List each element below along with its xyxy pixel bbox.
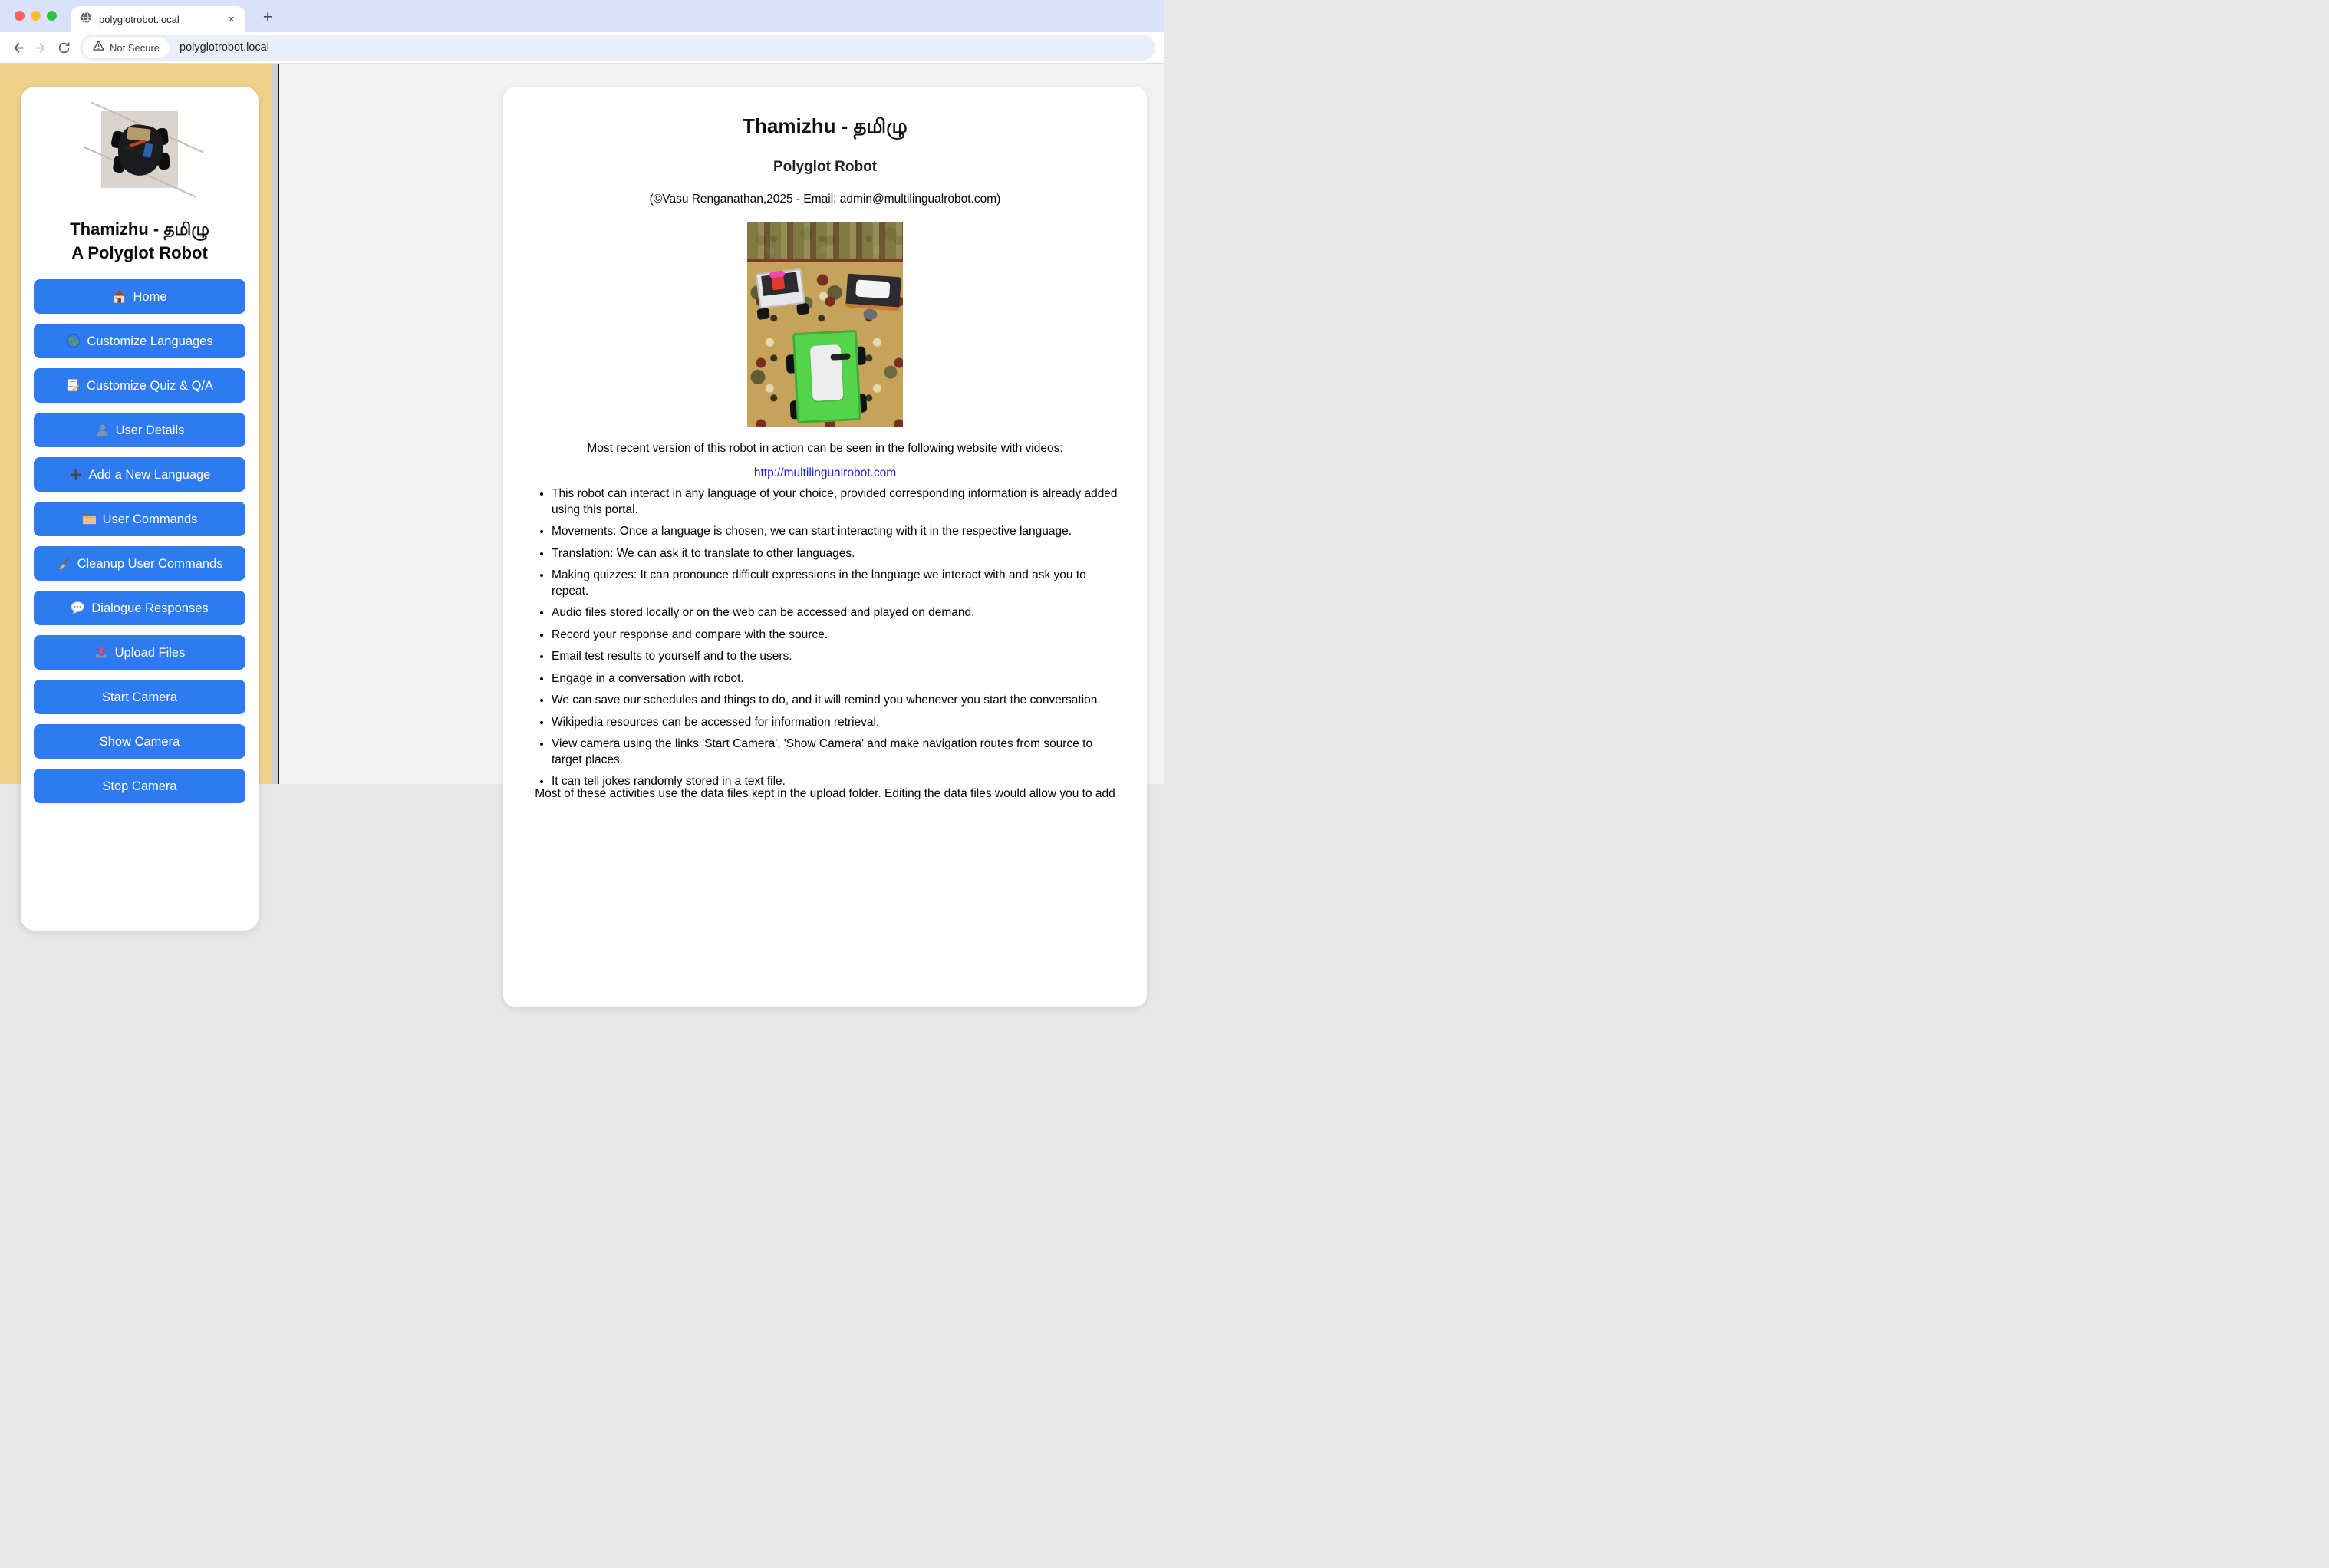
sidebar-button-cleanup-user-commands[interactable] (34, 546, 245, 581)
sidebar-button-user-commands[interactable] (34, 502, 245, 536)
copyright-byline: (©Vasu Renganathan,2025 - Email: admin@multilingualrobot.com) (649, 193, 1001, 206)
sidebar-button-dialogue-responses[interactable] (34, 591, 245, 625)
broom-icon (57, 556, 71, 571)
sidebar-buttons (34, 279, 245, 803)
sidebar (0, 64, 272, 793)
sidebar-button-upload-files[interactable] (34, 635, 245, 670)
sidebar-button-label: Customize Languages (87, 334, 213, 348)
sidebar-button-show-camera[interactable] (34, 724, 245, 759)
clipped-bottom-text: Most of these activities use the data files kept in the upload folder. Editing the data files would allow you to add (535, 786, 1115, 800)
page-subtitle: Polyglot Robot (772, 159, 878, 175)
sidebar-card (21, 87, 259, 931)
feature-list-item: • Translation: We can ask it to translate to other languages. (552, 546, 1124, 562)
feature-list-item: • Wikipedia resources can be accessed for information retrieval. (552, 715, 1124, 731)
new-tab-button[interactable]: + (262, 8, 273, 26)
folder-icon (82, 512, 97, 526)
speech-balloon-icon (71, 601, 85, 615)
sidebar-title-line2: A Polyglot Robot (71, 243, 208, 263)
intro-text: Most recent version of this robot in action can be seen in the following website with videos: (587, 442, 1063, 455)
feature-list-item: • View camera using the links 'Start Camera', 'Show Camera' and make navigation routes from source to target places. (552, 736, 1124, 768)
sidebar-button-home[interactable] (34, 279, 245, 314)
sidebar-button-label: User Commands (102, 512, 198, 526)
three-robot-cars-on-carpet-photo (747, 222, 903, 427)
sidebar-button-label: Cleanup User Commands (77, 556, 223, 571)
feature-list-item: • We can save our schedules and things to do, and it will remind you whenever you start the conversation. (552, 693, 1124, 709)
feature-list-item: • It can tell jokes randomly stored in a text file. (552, 774, 1124, 790)
address-bar[interactable] (80, 35, 1155, 61)
back-arrow-icon[interactable] (6, 36, 29, 59)
sidebar-button-start-camera[interactable] (34, 680, 245, 714)
tab-strip (0, 0, 1164, 32)
feature-list-item: • Record your response and compare with the source. (552, 628, 1124, 644)
feature-list-item: • Making quizzes: It can pronounce difficult expressions in the language we interact with and ask you to repeat. (552, 568, 1124, 599)
zoom-window-button[interactable] (47, 11, 57, 21)
sidebar-button-customize-languages[interactable] (34, 324, 245, 358)
plus-dark-icon (69, 468, 83, 482)
security-chip[interactable] (83, 37, 170, 58)
globe-icon (66, 334, 81, 348)
sidebar-button-stop-camera[interactable] (34, 769, 245, 803)
forward-arrow-icon[interactable] (29, 36, 52, 59)
website-link[interactable]: http://multilingualrobot.com (753, 466, 897, 479)
sidebar-button-label: Add a New Language (88, 467, 211, 482)
sidebar-button-label: Start Camera (101, 690, 178, 704)
minimize-window-button[interactable] (31, 11, 41, 21)
page-viewport (0, 64, 1164, 800)
home-icon (112, 289, 127, 304)
sidebar-button-customize-quiz-q-a[interactable] (34, 368, 245, 403)
sidebar-button-label: User Details (115, 423, 185, 437)
feature-list-item: • Movements: Once a language is chosen, we can start interacting with it in the respective language. (552, 524, 1124, 540)
sidebar-button-label: Stop Camera (102, 779, 177, 793)
browser-window (0, 0, 1164, 800)
sidebar-button-label: Dialogue Responses (91, 601, 209, 615)
sidebar-button-label: Customize Quiz & Q/A (86, 378, 214, 393)
feature-list-item: • Audio files stored locally or on the web can be accessed and played on demand. (552, 605, 1124, 621)
sidebar-title-line1: Thamizhu - தமிழு (70, 219, 209, 239)
sidebar-button-user-details[interactable] (34, 413, 245, 447)
upload-tray-icon (94, 645, 109, 660)
memo-pencil-icon (66, 378, 81, 393)
url-text: polyglotrobot.local (180, 41, 269, 54)
page-title: Thamizhu - தமிழு (743, 114, 908, 137)
website-link-line (526, 466, 1124, 480)
browser-toolbar (0, 32, 1164, 64)
feature-list-item: • This robot can interact in any language of your choice, provided corresponding information is already added using this portal. (552, 486, 1124, 518)
user-icon (95, 423, 110, 437)
traffic-lights (15, 11, 57, 21)
sidebar-button-label: Upload Files (114, 645, 186, 660)
main-card (503, 87, 1147, 1007)
warning-triangle-icon (93, 40, 104, 55)
main-area (279, 64, 1164, 800)
feature-list-item: • Engage in a conversation with robot. (552, 671, 1124, 687)
sidebar-scrollbar[interactable] (272, 64, 279, 784)
globe-favicon-icon (80, 12, 92, 28)
close-tab-icon[interactable]: × (228, 12, 235, 26)
sidebar-title (34, 217, 245, 265)
sidebar-button-label: Home (133, 289, 167, 304)
robot-car-photo (101, 111, 178, 188)
browser-tab[interactable] (71, 6, 245, 32)
reload-icon[interactable] (52, 36, 75, 59)
sidebar-button-add-a-new-language[interactable] (34, 457, 245, 492)
security-label: Not Secure (110, 41, 160, 54)
feature-list-item: • Email test results to yourself and to the users. (552, 649, 1124, 665)
feature-list (526, 486, 1124, 790)
tab-title: polyglotrobot.local (99, 13, 180, 25)
close-window-button[interactable] (15, 11, 25, 21)
sidebar-button-label: Show Camera (99, 734, 180, 749)
